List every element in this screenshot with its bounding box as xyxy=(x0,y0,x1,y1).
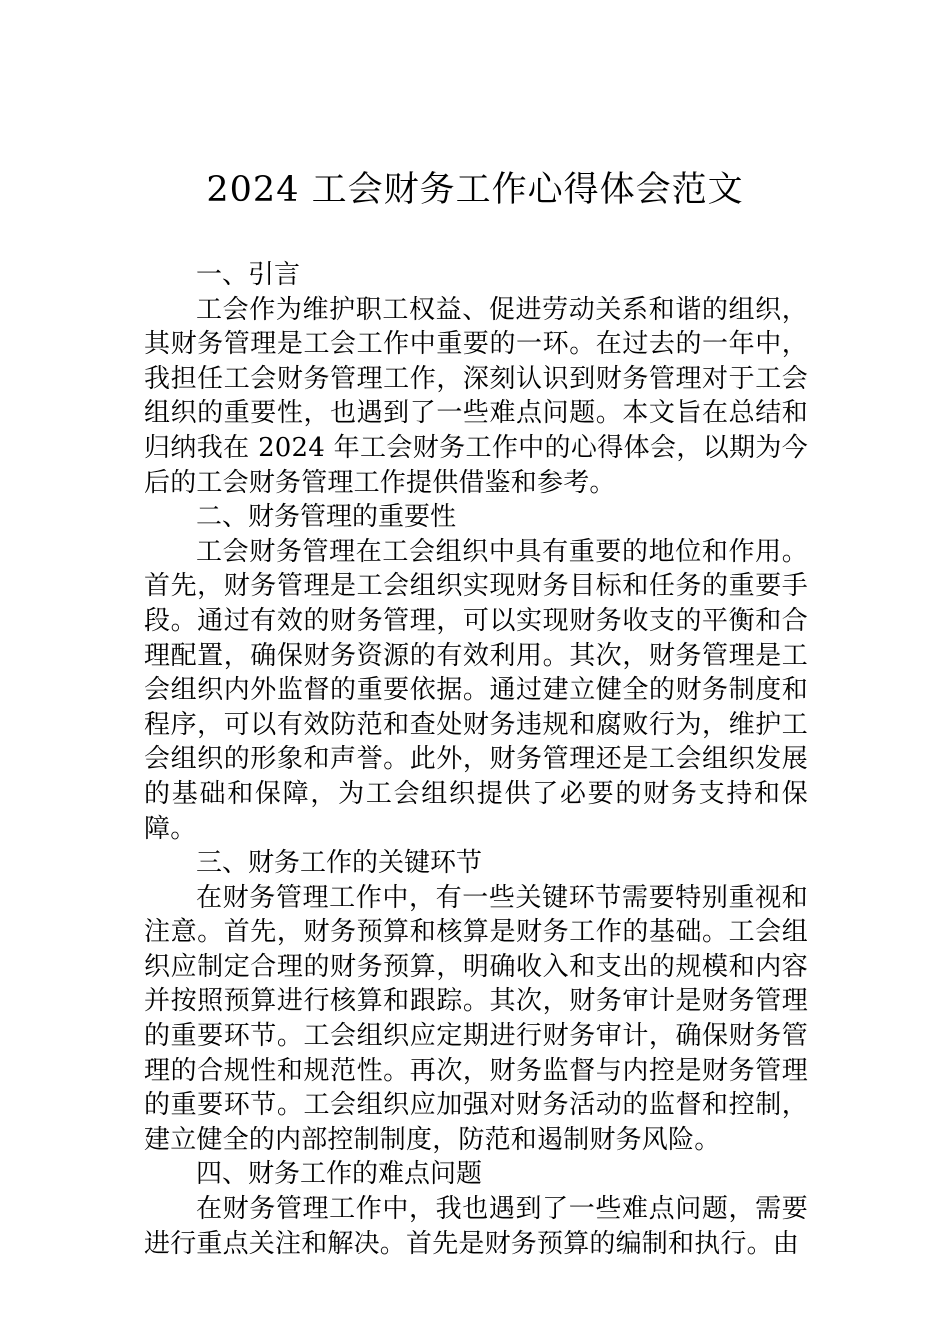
section-heading-difficulties: 四、财务工作的难点问题 xyxy=(196,1159,483,1190)
document-body xyxy=(144,258,808,1261)
section-heading-importance: 二、财务管理的重要性 xyxy=(196,502,457,533)
document-title: 2024 工会财务工作心得体会范文 xyxy=(206,170,744,210)
section-heading-introduction: 一、引言 xyxy=(196,260,301,290)
section-paragraph-key-links: 在财务管理工作中，有一些关键环节需要特别重视和注意。首先，财务预算和核算是财务工作的基础。工会组织应制定合理的财务预算，明确收入和支出的规模和内容并按照预算进行核算和跟踪。其次，财务审计是财务管理的重要环节。工会组织应定期进行财务审计，确保财务管理的合规性和规范性。再次，财务监督与内控是财务管理的重要环节。工会组织应加强对财务活动的监督和控制，建立健全的内部控制制度，防范和遏制财务风险。 xyxy=(144,882,808,1155)
section-paragraph-difficulties: 在财务管理工作中，我也遇到了一些难点问题，需要进行重点关注和解决。首先是财务预算的编制和执行。由 xyxy=(144,1194,808,1259)
section-paragraph-introduction: 工会作为维护职工权益、促进劳动关系和谐的组织，其财务管理是工会工作中重要的一环。在过去的一年中，我担任工会财务管理工作，深刻认识到财务管理对于工会组织的重要性，也遇到了一些难点问题。本文旨在总结和归纳我在 2024 年工会财务工作中的心得体会，以期为今后的工会财务管理工作提供借鉴和参考。 xyxy=(144,294,808,498)
section-paragraph-importance: 工会财务管理在工会组织中具有重要的地位和作用。首先，财务管理是工会组织实现财务目标和任务的重要手段。通过有效的财务管理，可以实现财务收支的平衡和合理配置，确保财务资源的有效利用。其次，财务管理是工会组织内外监督的重要依据。通过建立健全的财务制度和程序，可以有效防范和查处财务违规和腐败行为，维护工会组织的形象和声誉。此外，财务管理还是工会组织发展的基础和保障，为工会组织提供了必要的财务支持和保障。 xyxy=(144,536,808,844)
section-heading-key-links: 三、财务工作的关键环节 xyxy=(196,848,483,879)
